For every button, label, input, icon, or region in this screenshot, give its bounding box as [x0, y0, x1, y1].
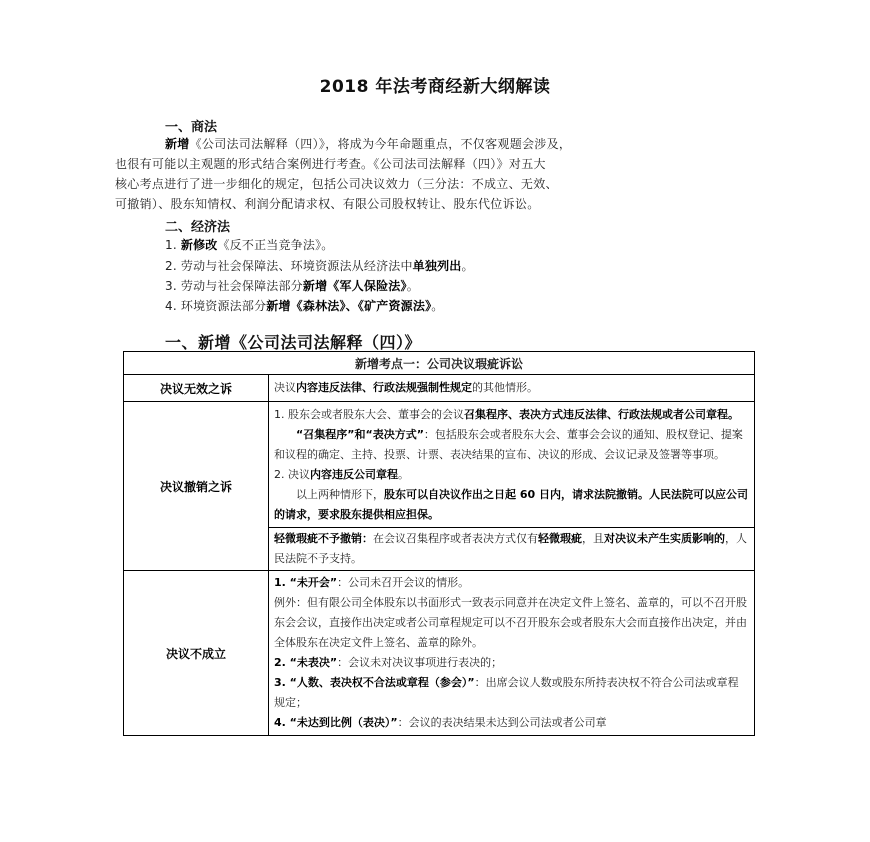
list-item: 2. 劳动与社会保障法、环境资源法从经济法中单独列出。	[165, 259, 474, 273]
row-content-invalid: 决议内容违反法律、行政法规强制性规定的其他情形。	[269, 375, 755, 402]
commercial-law-paragraph	[115, 134, 745, 214]
para-line-c: 核心考点进行了进一步细化的规定，包括公司决议效力（三分法：不成立、无效、	[115, 177, 558, 191]
section-title: 一、新增《公司法司法解释（四）》	[165, 333, 422, 352]
document-title: 2018 年法考商经新大纲解读	[319, 77, 551, 97]
list-item: 3. 劳动与社会保障法部分新增《军人保险法》。	[165, 279, 419, 293]
para-line-a: 《公司法司法解释（四）》，将成为今年命题重点，不仅客观题会涉及，	[189, 137, 572, 151]
para-line-b: 也很有可能以主观题的形式结合案例进行考查。《公司法司法解释（四）》对五大	[115, 157, 546, 171]
row-label-revoke: 决议撤销之诉	[124, 402, 269, 571]
row-content-not-formed: 1. “未开会”：公司未召开会议的情形。 例外：但有限公司全体股东以书面形式一致表示同意并在决定文件上签名、盖章的，可以不召开股东会会议，直接作出决定或者公司章程规定可以不召开股东会或者股东大会而直接作出决定，并由全体股东在决定文件上签名、盖章的除外。 2. “未表决”：会议未对决议事项进行表决的； 3. “人数、表决权不合法或章程（参会）”：出席会议人数或股东所持表决权不符合公司法或章程规定； 4. “未达到比例（表决）”：会议的表决结果未达到公司法或者公司章	[269, 571, 755, 736]
section-heading-economic-law: 二、经济法	[165, 220, 231, 235]
table-row	[124, 402, 755, 528]
para-line-d: 可撤销）、股东知情权、利润分配请求权、有限公司股权转让、股东代位诉讼。	[115, 197, 540, 211]
table-row	[124, 375, 755, 402]
table-row	[124, 571, 755, 736]
row-label-not-formed: 决议不成立	[124, 571, 269, 736]
list-item: 1. 新修改《反不正当竞争法》。	[165, 238, 334, 252]
list-item: 4. 环境资源法部分新增《森林法》、《矿产资源法》。	[165, 299, 444, 313]
resolution-defect-table	[123, 351, 755, 736]
row-label-invalid: 决议无效之诉	[124, 375, 269, 402]
section-heading-commercial-law: 一、商法	[165, 120, 218, 135]
bold-new: 新增	[165, 137, 190, 151]
table-header: 新增考点一：公司决议瑕疵诉讼	[124, 352, 755, 375]
row-content-minor-defect: 轻微瑕疵不予撤销：在会议召集程序或者表决方式仅有轻微瑕疵，且对决议未产生实质影响的，人民法院不予支持。	[269, 528, 755, 571]
row-content-revoke: 1. 股东会或者股东大会、董事会的会议召集程序、表决方式违反法律、行政法规或者公司章程。 “召集程序”和“表决方式”：包括股东会或者股东大会、董事会会议的通知、股权登记、提案和议程的确定、主持、投票、计票、表决结果的宣布、决议的形成、会议记录及签署等事项。 2. 决议内容违反公司章程。 以上两种情形下，股东可以自决议作出之日起 60 日内，请求法院撤销。人民法院可以应公司的请求，要求股东提供相应担保。	[269, 402, 755, 528]
